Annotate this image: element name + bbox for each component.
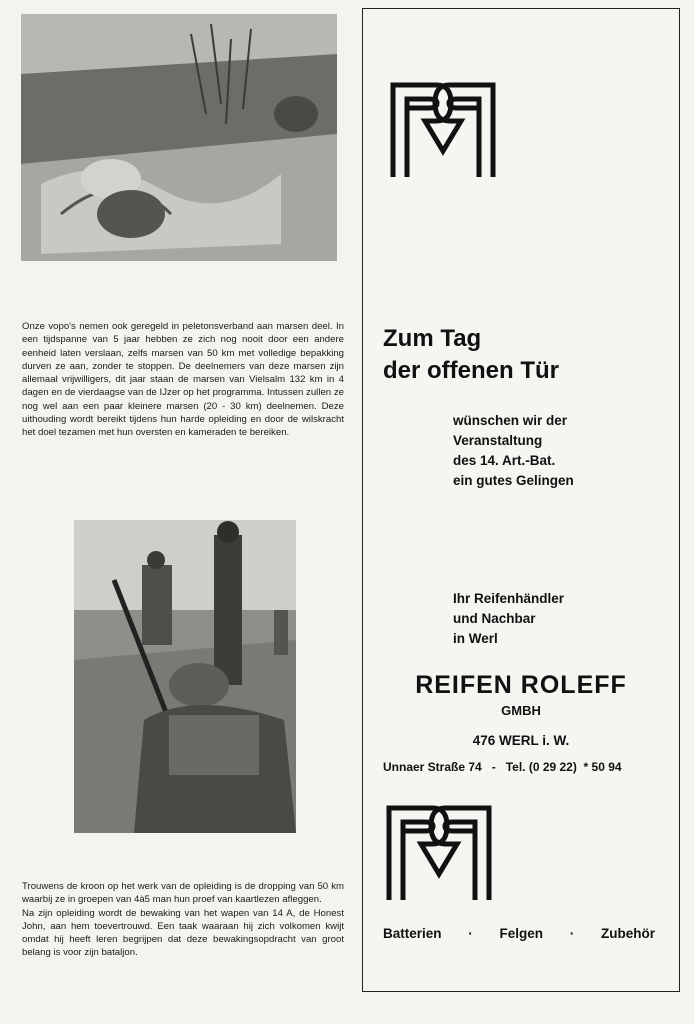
roleff-logo-bottom: [385, 804, 493, 904]
greeting-line: Veranstaltung: [453, 433, 543, 448]
company-address: Unnaer Straße 74 - Tel. (0 29 22) * 50 94: [383, 760, 622, 774]
ad-greeting: [453, 411, 574, 491]
dealer-line: in Werl: [453, 631, 498, 646]
paragraph-text: Trouwens de kroon op het werk van de opleiding is de dropping van 50 km waarbij ze in groepen van 4à5 man hun proef van kaartlezen afleggen.: [22, 881, 344, 906]
product-item: Felgen: [499, 926, 543, 941]
paragraph-text: Onze vopo's nemen ook geregeld in peletonsverband aan marsen deel. In een tijdspanne van 5 jaar hebben ze zich nog nooit door een andere eenheid laten verslaan, zelfs marsen van 50 km met volledige bepakking durven ze aan, zonder te stoppen. De deelnemers van deze marsen zijn allemaal vrijwilligers, dit jaar staan de marsen van Vielsalm 132 km in 4 dagen en de vierdaagse van de IJzer op het programma. Intussen zullen ze nog wel aan een paar kleinere marsen (20 - 30 km) deelnemen. Deze uithouding wordt bereikt tijdens hun harde opleiding en door de wilskracht het doel tezamen met hun oversten en kameraden te bereiken.: [22, 321, 344, 439]
headline-line-2: der offenen Tür: [383, 357, 560, 384]
headline-line-1: Zum Tag: [383, 325, 482, 352]
company-name: REIFEN ROLEFF: [415, 671, 627, 699]
greeting-line: des 14. Art.-Bat.: [453, 453, 556, 468]
product-list: [383, 926, 655, 941]
company-city: 476 WERL i. W.: [472, 733, 570, 748]
article-paragraph-2: [22, 880, 344, 960]
paragraph-text: Na zijn opleiding wordt de bewaking van het wapen van 14 A, de Honest John, aan hem toevertrouwd. Een taak waaraan hij zich volkomen kwijt omdat hij heeft leren begrijpen dat deze bewakingsopdracht van groot belang is voor zijn bataljon.: [22, 907, 344, 959]
greeting-line: wünschen wir der: [453, 413, 568, 428]
separator-dot: ·: [468, 926, 473, 941]
roleff-logo-top: [389, 81, 497, 181]
dealer-line: Ihr Reifenhändler: [453, 591, 565, 606]
dealer-line: und Nachbar: [453, 611, 536, 626]
separator-dot: ·: [569, 926, 575, 941]
product-item: Batterien: [383, 926, 442, 941]
product-item: Zubehör: [600, 926, 655, 941]
ad-dealer-intro: [453, 589, 564, 649]
photo-trench-soldiers: [21, 14, 337, 261]
ad-headline: [383, 323, 559, 387]
photo-soldiers-field: [74, 520, 296, 833]
advertisement-box: [362, 8, 680, 992]
company-form: GMBH: [501, 703, 541, 718]
greeting-line: ein gutes Gelingen: [453, 473, 574, 488]
article-paragraph-1: [22, 320, 344, 440]
